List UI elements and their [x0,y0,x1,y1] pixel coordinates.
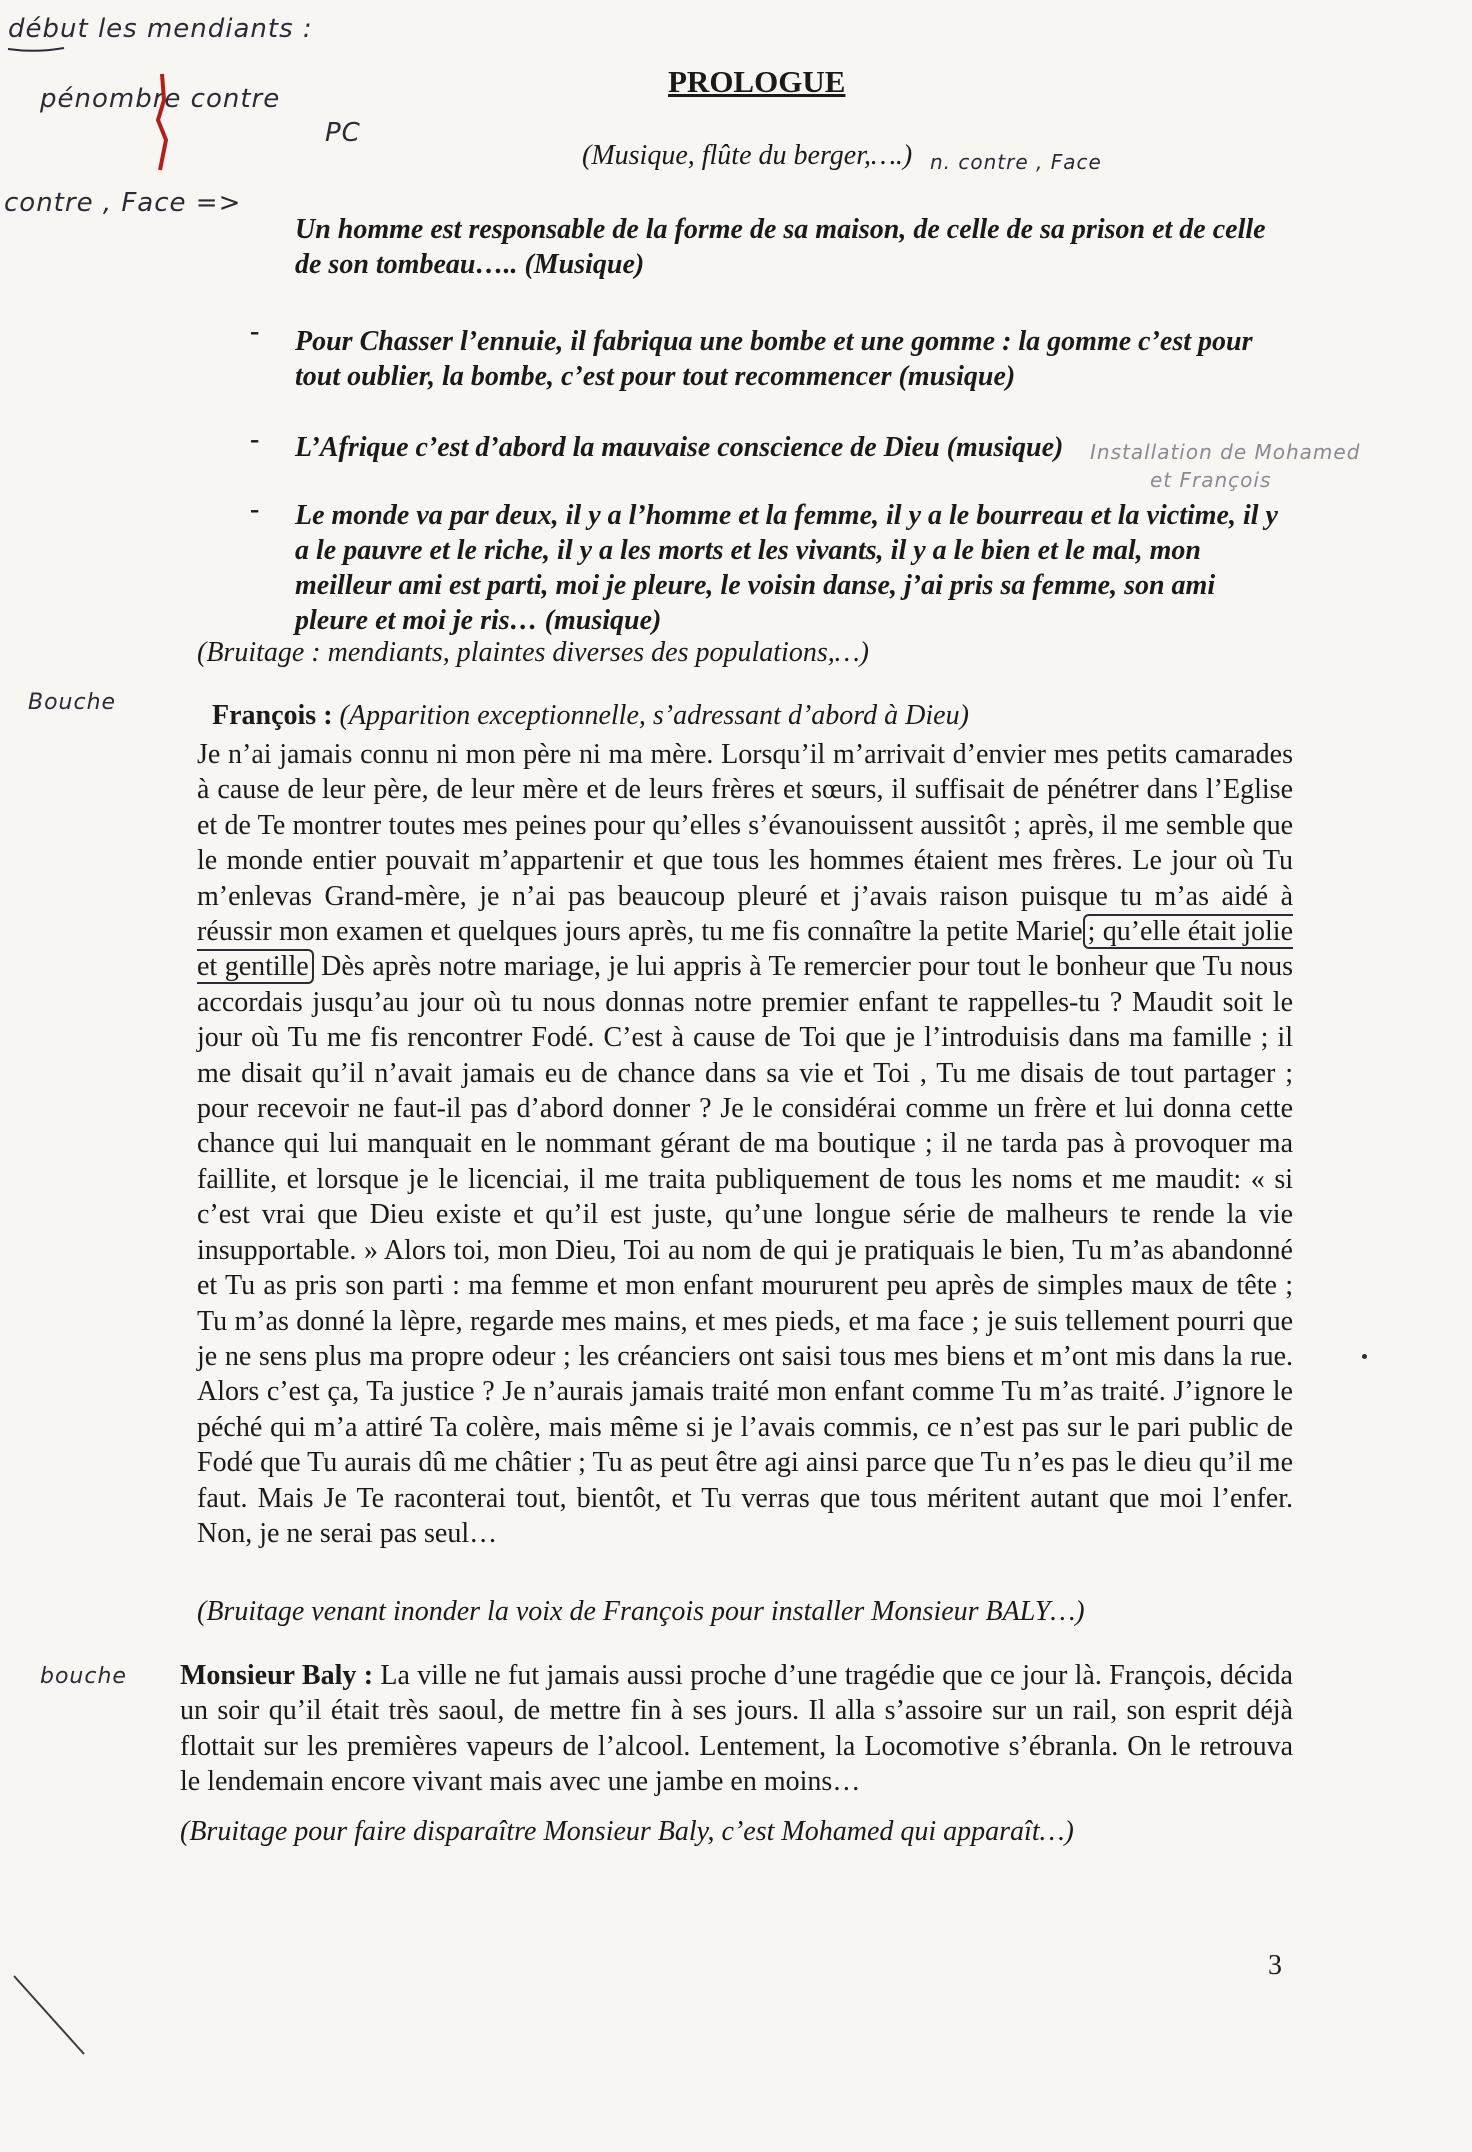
page-title: PROLOGUE [668,64,846,99]
underline-mark [6,44,66,54]
stage-direction: (Apparition exceptionnelle, s’adressant d’abord à Dieu) [339,700,969,731]
sound-direction-1: (Bruitage : mendiants, plaintes diverses des populations,…) [197,637,869,668]
margin-note-penombre: pénombre contre [40,84,281,114]
page-number: 3 [1268,1950,1282,1981]
bullet-dash: - [250,494,260,525]
baly-speech [180,1658,1293,1800]
monologue-text: Je n’ai jamais connu ni mon père ni ma mère. Lorsqu’il m’arrivait d’envier mes petits camarades à cause de leur père, de leur mère et de leurs frères et sœurs, il suffisait de pénétrer dans l’Eglise et de Te montrer toutes mes peines pour qu’elles s’évanouissent aussitôt ; après, il me semble que le monde entier pouvait m’appartenir et que tous les hommes étaient mes frères. Le jour où Tu m’enlevas Grand-mère, je n’ai pas beaucoup pleuré et j’avais raison puisque tu m’as aidé à réussir mon examen et quelques jours après, tu me fis connaître la petite Marie [197,739,1293,948]
margin-note-pc: PC [325,118,361,148]
quote-1: Un homme est responsable de la forme de sa maison, de celle de sa prison et de celle de son tombeau….. (Musique) [295,214,1266,280]
margin-note-bouche-1: Bouche [28,690,117,715]
music-direction: (Musique, flûte du berger,….) [582,140,913,171]
sound-direction-3: (Bruitage pour faire disparaître Monsieur Baly, c’est Mohamed qui apparaît…) [180,1816,1074,1847]
quote-2: Pour Chasser l’ennuie, il fabriqua une bombe et une gomme : la gomme c’est pour tout oublier, la bombe, c’est pour tout recommencer (musique) [295,326,1253,392]
speaker-name: François : [212,700,333,731]
margin-note-installation: Installation de Mohamed [1090,440,1361,464]
circled-phrase: ; qu’elle était jolie et gentille [197,916,1294,983]
pen-stroke-mark [10,1970,90,2060]
margin-note-bouche-2: bouche [40,1664,127,1689]
margin-note-contre-face-2: n. contre , Face [930,150,1102,174]
margin-note-debut: début les mendiants : [8,14,313,44]
baly-text: La ville ne fut jamais aussi proche d’une tragédie que ce jour là. François, décida un soir qu’il était très saoul, de mettre fin à ses jours. Il alla s’assoire sur un rail, son esprit déjà flottait sur les premières vapeurs de l’alcool. Lentement, la Locomotive s’ébranla. On le retrouva le lendemain encore vivant mais avec une jambe en moins… [180,1660,1293,1798]
red-bracket-mark [148,70,178,180]
margin-note-contre-face: contre , Face => [4,188,242,218]
speaker-francois [212,700,969,732]
bullet-dash: - [250,424,260,455]
margin-note-francois: et François [1150,468,1272,492]
quote-3: L’Afrique c’est d’abord la mauvaise conscience de Dieu (musique) [295,432,1064,463]
bullet-dash: - [250,316,260,347]
speaker-baly: Monsieur Baly : [180,1660,374,1691]
francois-monologue [197,737,1293,1551]
sound-direction-2: (Bruitage venant inonder la voix de François pour installer Monsieur BALY…) [197,1596,1085,1627]
ink-dot [1362,1354,1367,1359]
quote-4: Le monde va par deux, il y a l’homme et la femme, il y a le bourreau et la victime, il y a le pauvre et le riche, il y a les morts et les vivants, il y a le bien et le mal, mon meilleur ami est parti, moi je pleure, le voisin danse, j’ai pris sa femme, son ami pleure et moi je ris… (musique) [295,500,1278,636]
monologue-text-cont: Dès après notre mariage, je lui appris à Te remercier pour tout le bonheur que Tu nous accordais jusqu’au jour où tu nous donnas notre premier enfant te rappelles-tu ? Maudit soit le jour où Tu me fis rencontrer Fodé. C’est à cause de Toi que je l’introduisis dans ma famille ; il me disait qu’il n’avait jamais eu de chance dans sa vie et Toi , Tu me disais de tout partager ; pour recevoir ne faut-il pas d’abord donner ? Je le considérai comme un frère et lui donna cette chance qui lui manquait en le nommant gérant de ma boutique ; il ne tarda pas à provoquer ma faillite, et lorsque je le licenciai, il me traita publiquement de tous les noms et me maudit: « si c’est vrai que Dieu existe et qu’il est juste, qu’une longue série de malheurs te rende la vie insupportable. » Alors toi, mon Dieu, Toi au nom de qui je pratiquais le bien, Tu m’as abandonné et Tu as pris son parti : ma femme et mon enfant moururent peu après de simples maux de tête ; Tu m’as donné la lèpre, regarde mes mains, et mes pieds, et ma face ; je suis tellement pourri que je ne sens plus ma propre odeur ; les créanciers ont saisi tous mes biens et m’ont mis dans la rue. Alors c’est ça, Ta justice ? Je n’aurais jamais traité mon enfant comme Tu m’as traité. J’ignore le péché qui m’a attiré Ta colère, mais même si je l’avais commis, ce n’est pas sur le pari public de Fodé que Tu aurais dû me châtier ; Tu as peut être agi ainsi parce que Tu n’es pas le dieu qu’il me faut. Mais Je Te raconterai tout, bientôt, et Tu verras que tous méritent autant que moi l’enfer. Non, je ne serai pas seul… [197,951,1293,1549]
